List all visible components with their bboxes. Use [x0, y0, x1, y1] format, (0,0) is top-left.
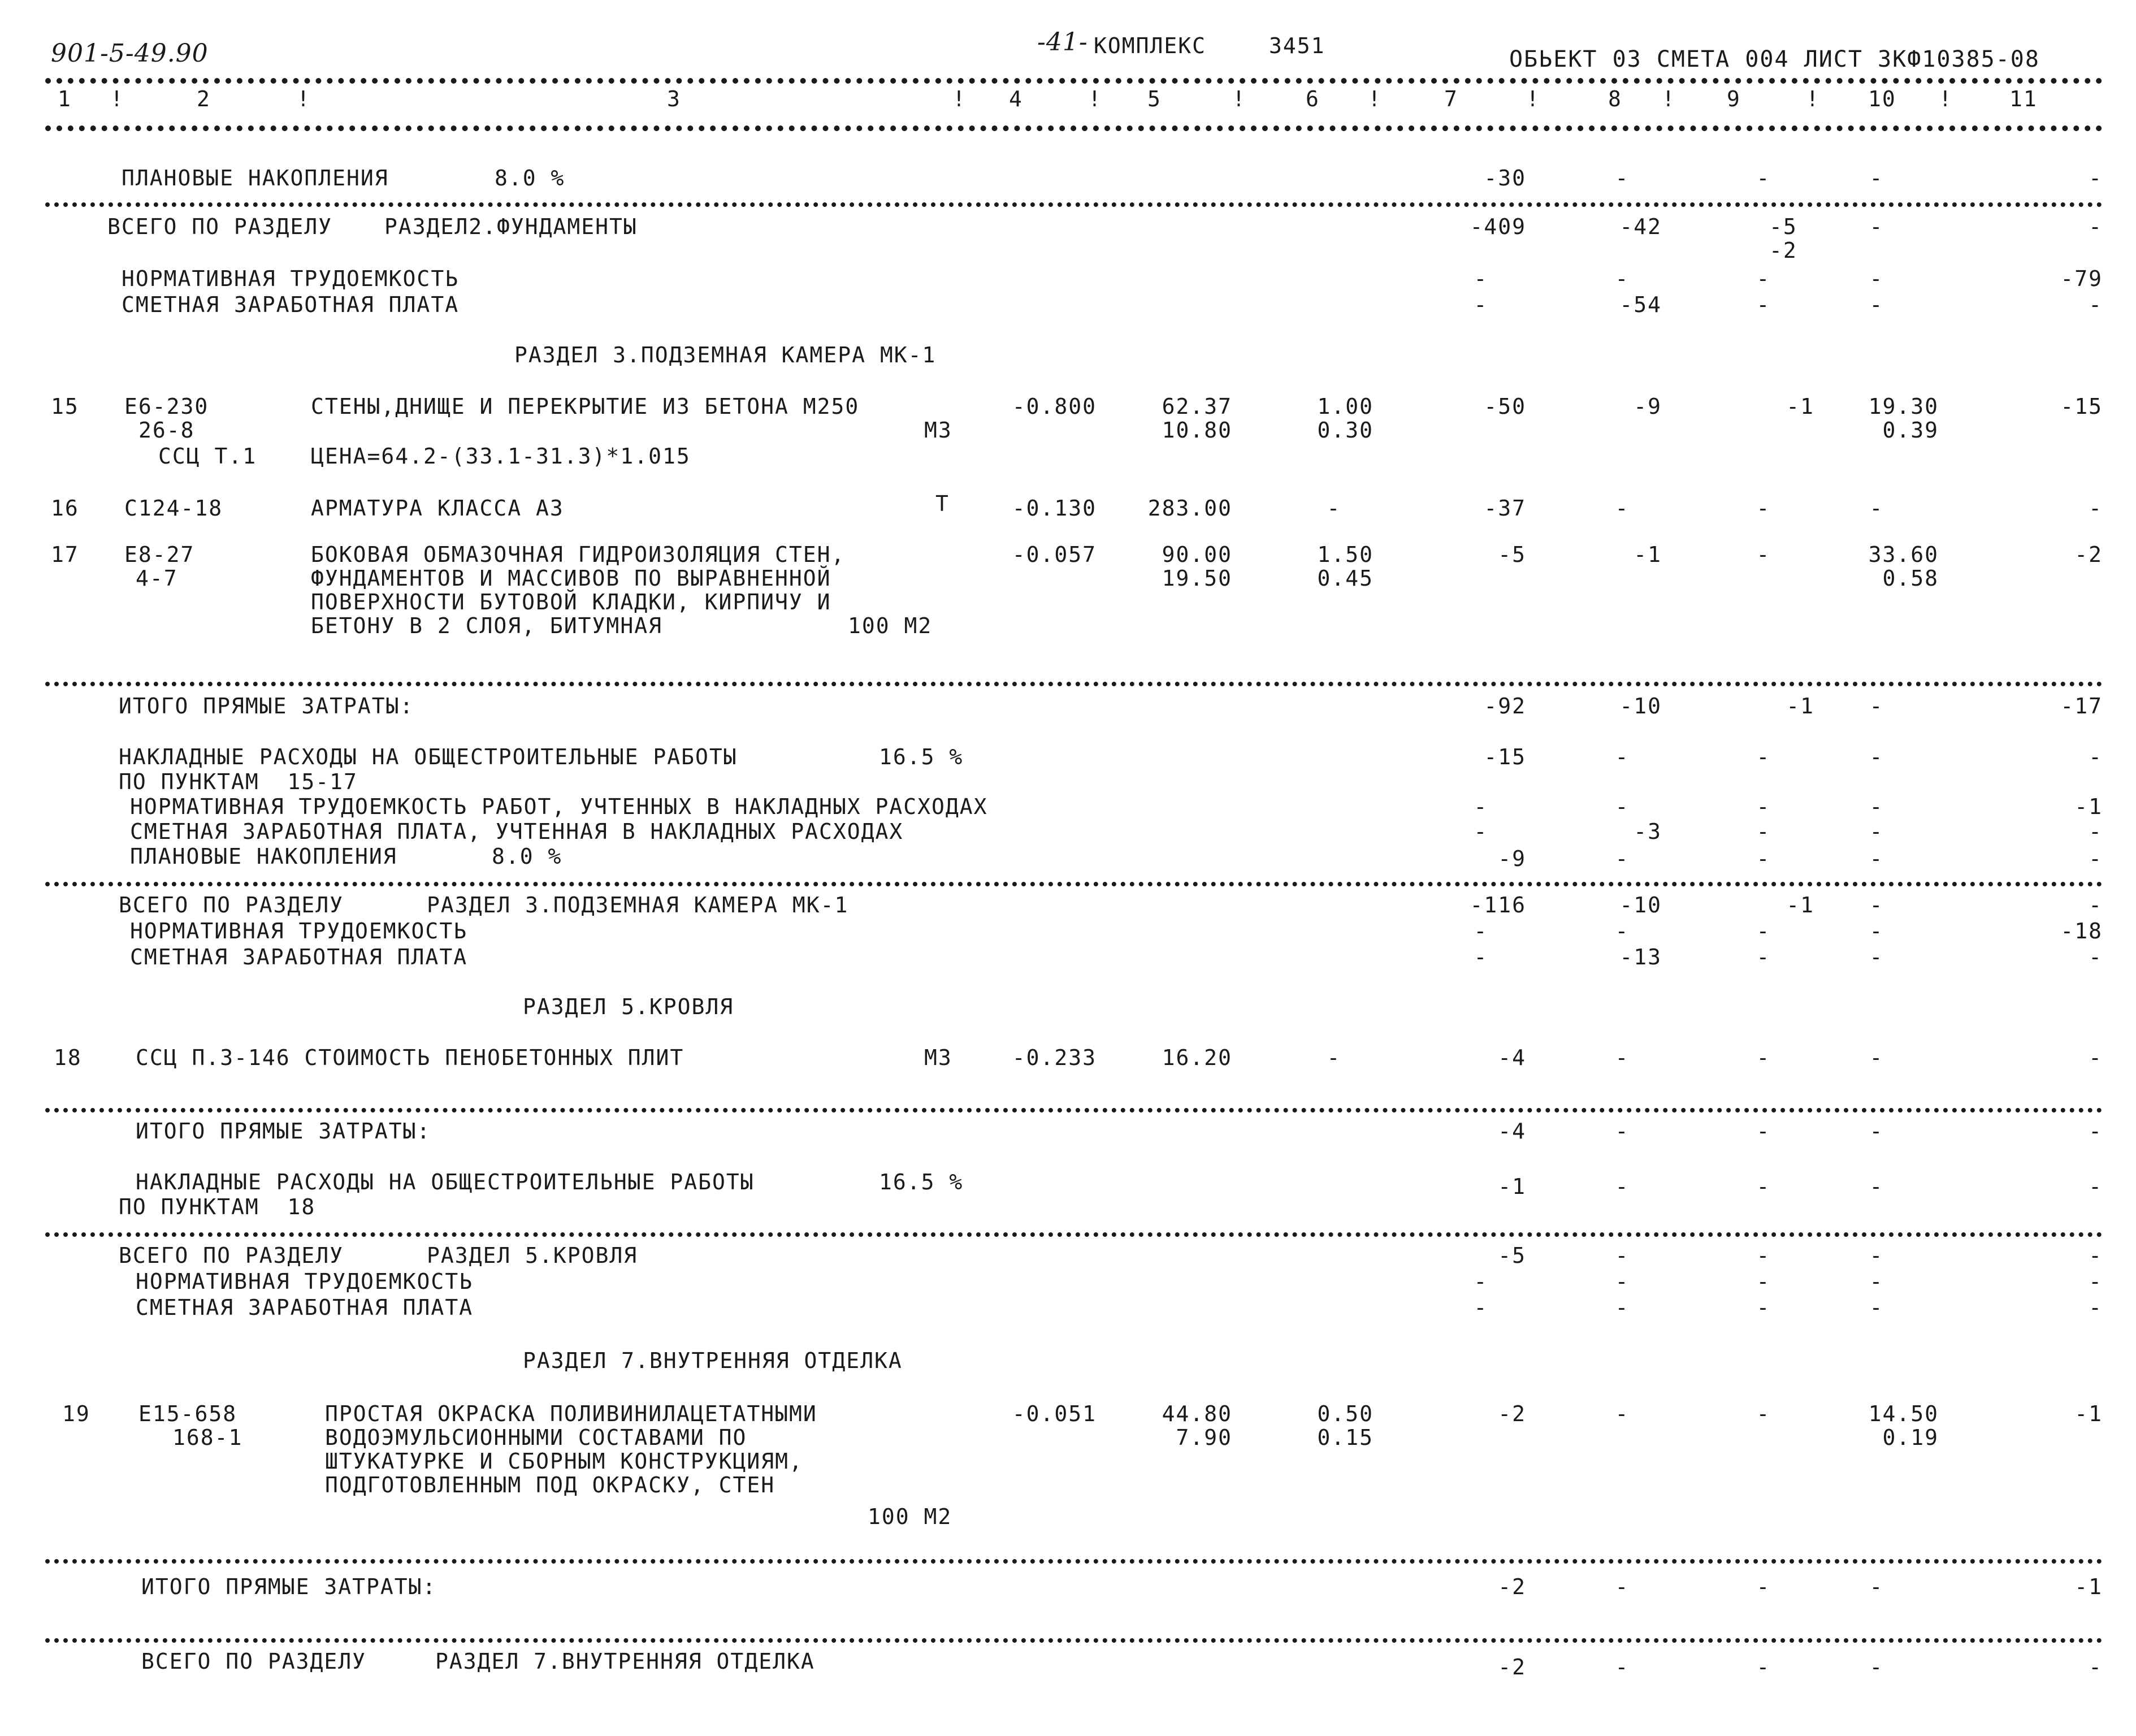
section5-overhead-col7: -1	[1498, 1174, 1526, 1199]
section3-labor-col11: -18	[2060, 919, 2103, 943]
section5-labor-col9: -	[1756, 1269, 1771, 1294]
row19-col4: -0.051	[1012, 1401, 1097, 1426]
section5-direct-costs-label: ИТОГО ПРЯМЫЕ ЗАТРАТЫ:	[136, 1119, 431, 1144]
col-divider: !	[1662, 86, 1676, 111]
col-header-5: 5	[1147, 86, 1162, 111]
section5-wage-col8: -	[1615, 1295, 1630, 1320]
section3-overhead-col10: -	[1869, 744, 1884, 769]
section3-planned-savings-col11: -	[2089, 846, 2103, 871]
col-divider: !	[1232, 86, 1246, 111]
section3-overhead-col9: -	[1756, 744, 1771, 769]
section3-oh-labor-col10: -	[1869, 794, 1884, 819]
dotted-separator	[45, 202, 2103, 207]
section3-total-col10: -	[1869, 893, 1884, 917]
row15-col10b: 0.39	[1882, 418, 1939, 443]
row19-col6b: 0.15	[1317, 1425, 1374, 1450]
col-header-7: 7	[1444, 86, 1458, 111]
section3-direct-costs-col7: -92	[1484, 694, 1526, 718]
section3-oh-labor-col8: -	[1615, 794, 1630, 819]
row17-description-line3: ПОВЕРХНОСТИ БУТОВОЙ КЛАДКИ, КИРПИЧУ И	[311, 590, 831, 614]
section2-total-name: РАЗДЕЛ2.ФУНДАМЕНТЫ	[384, 214, 638, 239]
section2-wage-col9: -	[1756, 292, 1771, 317]
row17-col11: -2	[2074, 542, 2103, 567]
section3-direct-costs-col8: -10	[1619, 694, 1662, 718]
row19-col6a: 0.50	[1317, 1401, 1374, 1426]
row16-col9: -	[1756, 496, 1771, 521]
row15-col8: -9	[1634, 394, 1662, 419]
row18-description: ССЦ П.3-146 СТОИМОСТЬ ПЕНОБЕТОННЫХ ПЛИТ	[136, 1045, 684, 1070]
section5-overhead-col8: -	[1615, 1174, 1630, 1199]
dotted-separator	[45, 1638, 2103, 1643]
section2-labor-label: НОРМАТИВНАЯ ТРУДОЕМКОСТЬ	[122, 266, 460, 291]
section3-planned-savings-col9: -	[1756, 846, 1771, 871]
col-header-6: 6	[1306, 86, 1320, 111]
section3-oh-wage-col10: -	[1869, 819, 1884, 844]
col-header-11: 11	[2009, 86, 2038, 111]
dotted-separator	[45, 1232, 2103, 1237]
section5-total-col11: -	[2089, 1243, 2103, 1268]
section3-oh-wage-col8: -3	[1634, 819, 1662, 844]
section3-overhead-col7: -15	[1484, 744, 1526, 769]
row17-col5b: 19.50	[1162, 566, 1232, 591]
section2-total-col8: -42	[1619, 214, 1662, 239]
section7-total-col10: -	[1869, 1655, 1884, 1679]
section5-total-name: РАЗДЕЛ 5.КРОВЛЯ	[427, 1243, 638, 1268]
row17-col8: -1	[1634, 542, 1662, 567]
section5-overhead-label: НАКЛАДНЫЕ РАСХОДЫ НА ОБЩЕСТРОИТЕЛЬНЫЕ РАБОТЫ	[136, 1170, 755, 1194]
section7-direct-costs-col8: -	[1615, 1574, 1630, 1599]
section7-total-label: ВСЕГО ПО РАЗДЕЛУ	[141, 1649, 367, 1674]
section7-total-col9: -	[1756, 1655, 1771, 1679]
row17-col10b: 0.58	[1882, 566, 1939, 591]
row17-col5a: 90.00	[1162, 542, 1232, 567]
row19-description-line1: ПРОСТАЯ ОКРАСКА ПОЛИВИНИЛАЦЕТАТНЫМИ	[325, 1401, 817, 1426]
section3-labor-col9: -	[1756, 919, 1771, 943]
section3-direct-costs-col10: -	[1869, 694, 1884, 718]
section5-overhead-col9: -	[1756, 1174, 1771, 1199]
section5-direct-costs-col7: -4	[1498, 1119, 1526, 1144]
row17-number: 17	[51, 542, 79, 567]
section2-labor-col11: -79	[2060, 266, 2103, 291]
section2-labor-col10: -	[1869, 266, 1884, 291]
row18-unit: М3	[924, 1045, 952, 1070]
row19-description-line4: ПОДГОТОВЛЕННЫМ ПОД ОКРАСКУ, СТЕН	[325, 1473, 775, 1497]
row19-col5a: 44.80	[1162, 1401, 1232, 1426]
section3-title: РАЗДЕЛ 3.ПОДЗЕМНАЯ КАМЕРА МК-1	[514, 343, 937, 367]
section2-total-col10: -	[1869, 214, 1884, 239]
section5-labor-col7: -	[1474, 1269, 1488, 1294]
section2-total-col9b: -2	[1769, 238, 1797, 263]
row17-description-line1: БОКОВАЯ ОБМАЗОЧНАЯ ГИДРОИЗОЛЯЦИЯ СТЕН,	[311, 542, 846, 567]
row18-col5: 16.20	[1162, 1045, 1232, 1070]
row18-col7: -4	[1498, 1045, 1526, 1070]
row16-col10: -	[1869, 496, 1884, 521]
row17-col6b: 0.45	[1317, 566, 1374, 591]
row19-col11: -1	[2074, 1401, 2103, 1426]
row15-col6b: 0.30	[1317, 418, 1374, 443]
section3-wage-col8: -13	[1619, 945, 1662, 969]
col-divider: !	[952, 86, 967, 111]
section5-wage-col11: -	[2089, 1295, 2103, 1320]
section3-labor-col7: -	[1474, 919, 1488, 943]
row19-code: Е15-658	[138, 1401, 237, 1426]
row18-col11: -	[2089, 1045, 2103, 1070]
row16-code: С124-18	[124, 496, 223, 521]
row19-number: 19	[62, 1401, 90, 1426]
section5-labor-label: НОРМАТИВНАЯ ТРУДОЕМКОСТЬ	[136, 1269, 474, 1294]
section2-wage-label: СМЕТНАЯ ЗАРАБОТНАЯ ПЛАТА	[122, 292, 460, 317]
row15-col5a: 62.37	[1162, 394, 1232, 419]
section2-wage-col8: -54	[1619, 292, 1662, 317]
section5-wage-col7: -	[1474, 1295, 1488, 1320]
section5-total-col7: -5	[1498, 1243, 1526, 1268]
row17-unit: 100 М2	[848, 613, 933, 638]
planned-savings-col8: -	[1615, 166, 1630, 191]
section7-total-col8: -	[1615, 1655, 1630, 1679]
section7-direct-costs-col7: -2	[1498, 1574, 1526, 1599]
section7-total-col11: -	[2089, 1655, 2103, 1679]
col-header-1: 1	[58, 86, 72, 111]
row17-description-line4: БЕТОНУ В 2 СЛОЯ, БИТУМНАЯ	[311, 613, 662, 638]
col-divider: !	[1088, 86, 1102, 111]
planned-savings-col10: -	[1869, 166, 1884, 191]
section3-planned-savings-label: ПЛАНОВЫЕ НАКОПЛЕНИЯ	[130, 844, 397, 869]
section2-wage-col10: -	[1869, 292, 1884, 317]
col-divider: !	[1806, 86, 1820, 111]
section5-direct-costs-col8: -	[1615, 1119, 1630, 1144]
section7-direct-costs-col10: -	[1869, 1574, 1884, 1599]
section3-oh-wage-col9: -	[1756, 819, 1771, 844]
section5-labor-col11: -	[2089, 1269, 2103, 1294]
col-header-4: 4	[1009, 86, 1023, 111]
section5-direct-costs-col9: -	[1756, 1119, 1771, 1144]
section3-total-label: ВСЕГО ПО РАЗДЕЛУ	[119, 893, 344, 917]
col-divider: !	[110, 86, 124, 111]
row15-code: Е6-230	[124, 394, 209, 419]
header-object-estimate-sheet: ОБЬЕКТ 03 СМЕТА 004 ЛИСТ 3КФ10385-08	[1509, 46, 2040, 72]
row15-price-formula: ЦЕНА=64.2-(33.1-31.3)*1.015	[311, 444, 691, 469]
dotted-separator	[45, 1559, 2103, 1564]
section5-direct-costs-col10: -	[1869, 1119, 1884, 1144]
row15-code2: 26-8	[138, 418, 195, 443]
row19-unit: 100 М2	[868, 1504, 952, 1529]
row17-col4: -0.057	[1012, 542, 1097, 567]
section3-overhead-col8: -	[1615, 744, 1630, 769]
dotted-separator	[45, 682, 2103, 686]
col-header-10: 10	[1868, 86, 1896, 111]
section3-oh-labor-label: НОРМАТИВНАЯ ТРУДОЕМКОСТЬ РАБОТ, УЧТЕННЫХ В НАКЛАДНЫХ РАСХОДАХ	[130, 794, 988, 819]
section3-direct-costs-label: ИТОГО ПРЯМЫЕ ЗАТРАТЫ:	[119, 694, 414, 718]
row19-col7: -2	[1498, 1401, 1526, 1426]
row19-col5b: 7.90	[1176, 1425, 1232, 1450]
section3-overhead-col11: -	[2089, 744, 2103, 769]
section3-overhead-label: НАКЛАДНЫЕ РАСХОДЫ НА ОБЩЕСТРОИТЕЛЬНЫЕ РАБОТЫ	[119, 744, 738, 769]
row19-description-line3: ШТУКАТУРКЕ И СБОРНЫМ КОНСТРУКЦИЯМ,	[325, 1449, 803, 1474]
section7-total-col7: -2	[1498, 1655, 1526, 1679]
section3-labor-col8: -	[1615, 919, 1630, 943]
row15-unit: М3	[924, 418, 952, 443]
row16-col7: -37	[1484, 496, 1526, 521]
row19-col8: -	[1615, 1401, 1630, 1426]
section5-overhead-pct: 16.5 %	[879, 1170, 964, 1194]
row16-col11: -	[2089, 496, 2103, 521]
row15-col5b: 10.80	[1162, 418, 1232, 443]
row18-col9: -	[1756, 1045, 1771, 1070]
row15-code3: ССЦ Т.1	[158, 444, 257, 469]
row16-description: АРМАТУРА КЛАССА А3	[311, 496, 564, 521]
section2-total-col11: -	[2089, 214, 2103, 239]
section3-overhead-items: ПО ПУНКТАМ 15-17	[119, 769, 358, 794]
row17-col7: -5	[1498, 542, 1526, 567]
section5-title: РАЗДЕЛ 5.КРОВЛЯ	[523, 994, 734, 1019]
planned-savings-label: ПЛАНОВЫЕ НАКОПЛЕНИЯ	[122, 166, 389, 191]
section2-labor-col9: -	[1756, 266, 1771, 291]
row16-number: 16	[51, 496, 79, 521]
section3-overhead-pct: 16.5 %	[879, 744, 964, 769]
row17-description-line2: ФУНДАМЕНТОВ И МАССИВОВ ПО ВЫРАВНЕННОЙ	[311, 566, 831, 591]
section3-wage-col7: -	[1474, 945, 1488, 969]
dotted-separator	[45, 1108, 2103, 1112]
row18-col4: -0.233	[1012, 1045, 1097, 1070]
col-divider: !	[1526, 86, 1540, 111]
row17-col9: -	[1756, 542, 1771, 567]
row17-code: Е8-27	[124, 542, 195, 567]
section3-wage-label: СМЕТНАЯ ЗАРАБОТНАЯ ПЛАТА	[130, 945, 468, 969]
section5-overhead-col10: -	[1869, 1174, 1884, 1199]
row19-col10a: 14.50	[1868, 1401, 1939, 1426]
col-header-2: 2	[197, 86, 211, 111]
section3-oh-labor-col7: -	[1474, 794, 1488, 819]
section3-total-name: РАЗДЕЛ 3.ПОДЗЕМНАЯ КАМЕРА МК-1	[427, 893, 849, 917]
section2-total-label: ВСЕГО ПО РАЗДЕЛУ	[107, 214, 333, 239]
section3-planned-savings-pct: 8.0 %	[492, 844, 562, 869]
section5-total-label: ВСЕГО ПО РАЗДЕЛУ	[119, 1243, 344, 1268]
row15-col9: -1	[1786, 394, 1814, 419]
handwritten-code: 901-5-49.90	[51, 39, 209, 68]
page-marker: -41-	[1037, 28, 1088, 57]
planned-savings-pct: 8.0 %	[495, 166, 565, 191]
row16-col5: 283.00	[1147, 496, 1232, 521]
section5-overhead-col11: -	[2089, 1174, 2103, 1199]
section3-wage-col11: -	[2089, 945, 2103, 969]
col-header-8: 8	[1608, 86, 1622, 111]
section7-direct-costs-col9: -	[1756, 1574, 1771, 1599]
row19-col9: -	[1756, 1401, 1771, 1426]
row15-description: СТЕНЫ,ДНИЩЕ И ПЕРЕКРЫТИЕ ИЗ БЕТОНА М250	[311, 394, 860, 419]
planned-savings-col9: -	[1756, 166, 1771, 191]
row19-code2: 168-1	[172, 1425, 243, 1450]
section3-oh-wage-col11: -	[2089, 819, 2103, 844]
section3-oh-labor-col11: -1	[2074, 794, 2103, 819]
section5-wage-label: СМЕТНАЯ ЗАРАБОТНАЯ ПЛАТА	[136, 1295, 474, 1320]
row19-col10b: 0.19	[1882, 1425, 1939, 1450]
row19-description-line2: ВОДОЭМУЛЬСИОННЫМИ СОСТАВАМИ ПО	[325, 1425, 747, 1450]
row16-unit: Т	[935, 491, 950, 516]
section5-overhead-items: ПО ПУНКТАМ 18	[119, 1194, 316, 1219]
section2-labor-col7: -	[1474, 266, 1488, 291]
section2-wage-col11: -	[2089, 292, 2103, 317]
section7-direct-costs-col11: -1	[2074, 1574, 2103, 1599]
row15-col11: -15	[2060, 394, 2103, 419]
section7-title: РАЗДЕЛ 7.ВНУТРЕННЯЯ ОТДЕЛКА	[523, 1348, 903, 1373]
section3-oh-labor-col9: -	[1756, 794, 1771, 819]
col-divider: !	[1368, 86, 1382, 111]
section5-direct-costs-col11: -	[2089, 1119, 2103, 1144]
section3-direct-costs-col9: -1	[1786, 694, 1814, 718]
section3-oh-wage-col7: -	[1474, 819, 1488, 844]
complex-label: КОМПЛЕКС	[1094, 33, 1207, 58]
section3-planned-savings-col8: -	[1615, 846, 1630, 871]
row15-col4: -0.800	[1012, 394, 1097, 419]
section3-oh-wage-label: СМЕТНАЯ ЗАРАБОТНАЯ ПЛАТА, УЧТЕННАЯ В НАКЛАДНЫХ РАСХОДАХ	[130, 819, 904, 844]
col-divider: !	[1939, 86, 1953, 111]
section2-wage-col7: -	[1474, 292, 1488, 317]
row17-col6a: 1.50	[1317, 542, 1374, 567]
section5-labor-col10: -	[1869, 1269, 1884, 1294]
section3-total-col9: -1	[1786, 893, 1814, 917]
section3-total-col8: -10	[1619, 893, 1662, 917]
section5-total-col9: -	[1756, 1243, 1771, 1268]
col-header-3: 3	[667, 86, 681, 111]
section7-total-name: РАЗДЕЛ 7.ВНУТРЕННЯЯ ОТДЕЛКА	[435, 1649, 815, 1674]
section5-total-col8: -	[1615, 1243, 1630, 1268]
section7-direct-costs-label: ИТОГО ПРЯМЫЕ ЗАТРАТЫ:	[141, 1574, 437, 1599]
row16-col8: -	[1615, 496, 1630, 521]
row18-col8: -	[1615, 1045, 1630, 1070]
section3-wage-col9: -	[1756, 945, 1771, 969]
row16-col4: -0.130	[1012, 496, 1097, 521]
section5-labor-col8: -	[1615, 1269, 1630, 1294]
section2-total-col7: -409	[1470, 214, 1526, 239]
section3-direct-costs-col11: -17	[2060, 694, 2103, 718]
row18-number: 18	[54, 1045, 82, 1070]
dotted-separator	[45, 882, 2103, 886]
section5-wage-col9: -	[1756, 1295, 1771, 1320]
planned-savings-col7: -30	[1484, 166, 1526, 191]
section2-total-col9a: -5	[1769, 214, 1797, 239]
section3-total-col11: -	[2089, 893, 2103, 917]
row16-col6: -	[1327, 496, 1341, 521]
planned-savings-col11: -	[2089, 166, 2103, 191]
section3-labor-label: НОРМАТИВНАЯ ТРУДОЕМКОСТЬ	[130, 919, 468, 943]
section2-labor-col8: -	[1615, 266, 1630, 291]
row18-col10: -	[1869, 1045, 1884, 1070]
row15-col7: -50	[1484, 394, 1526, 419]
complex-number: 3451	[1269, 33, 1325, 58]
section3-labor-col10: -	[1869, 919, 1884, 943]
row15-col10a: 19.30	[1868, 394, 1939, 419]
section5-total-col10: -	[1869, 1243, 1884, 1268]
section5-wage-col10: -	[1869, 1295, 1884, 1320]
section3-planned-savings-col10: -	[1869, 846, 1884, 871]
col-divider: !	[297, 86, 311, 111]
section3-wage-col10: -	[1869, 945, 1884, 969]
row15-col6a: 1.00	[1317, 394, 1374, 419]
header-separator-bottom	[45, 125, 2103, 131]
header-separator-top	[45, 78, 2103, 84]
col-header-9: 9	[1727, 86, 1741, 111]
row18-col6: -	[1327, 1045, 1341, 1070]
row17-col10a: 33.60	[1868, 542, 1939, 567]
section3-planned-savings-col7: -9	[1498, 846, 1526, 871]
row15-number: 15	[51, 394, 79, 419]
section3-total-col7: -116	[1470, 893, 1526, 917]
row17-code2: 4-7	[136, 566, 178, 591]
